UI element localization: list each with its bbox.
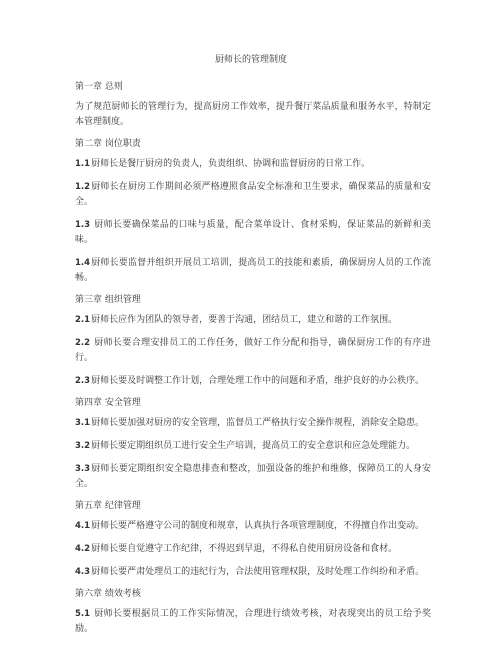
chapter-heading: 第五章 纪律管理	[75, 501, 141, 511]
paragraph	[75, 100, 431, 130]
clause-number: 5.1	[75, 609, 91, 619]
paragraph	[75, 336, 431, 366]
paragraph-text: 厨师长在厨房工作期间必须严格遵照食品安全标准和卫生要求，确保菜品的质量和安全。	[75, 182, 431, 207]
paragraph-text: 厨师长要严格遵守公司的制度和规章，认真执行各项管理制度，不得擅自作出变动。	[91, 521, 425, 531]
paragraph	[75, 157, 431, 172]
clause-number: 1.1	[75, 159, 91, 169]
clause-number: 1.3	[75, 220, 91, 230]
clause-number: 1.4	[75, 258, 91, 268]
paragraph-text: 厨师长应作为团队的领导者，要善于沟通，团结员工，建立和谐的工作氛围。	[91, 315, 398, 325]
document-title: 厨师长的管理制度	[214, 55, 287, 65]
paragraph	[75, 256, 431, 286]
clause-number: 3.2	[75, 441, 91, 451]
paragraph	[75, 519, 431, 534]
paragraph	[75, 542, 431, 557]
chapter-heading: 第二章 岗位职责	[75, 139, 141, 149]
clause-number: 2.1	[75, 315, 91, 325]
paragraph-text: 厨师长要确保菜品的口味与质量，配合菜单设计、食材采购，保证菜品的新鲜和美味。	[75, 220, 431, 245]
paragraph	[75, 416, 431, 431]
clause-number: 1.2	[75, 182, 91, 192]
paragraph-text: 厨师长要合理安排员工的工作任务，做好工作分配和指导，确保厨房工作的有序进行。	[75, 338, 431, 363]
paragraph-text: 厨师长是餐厅厨房的负责人，负责组织、协调和监督厨房的日常工作。	[91, 159, 371, 169]
paragraph	[75, 374, 431, 389]
clause-number: 3.1	[75, 418, 91, 428]
paragraph-text: 厨师长要根据员工的工作实际情况，合理进行绩效考核，对表现突出的员工给予奖励。	[75, 609, 431, 634]
paragraph	[75, 607, 431, 637]
paragraph	[75, 313, 431, 328]
clause-number: 3.3	[75, 464, 91, 474]
paragraph-text: 为了规范厨师长的管理行为，提高厨房工作效率，提升餐厅菜品质量和服务水平，特制定本管理制度。	[75, 102, 431, 127]
paragraph-text: 厨师长要定期组织安全隐患排查和整改，加强设备的维护和维修，保障员工的人身安全。	[75, 464, 431, 489]
paragraph	[75, 180, 431, 210]
paragraph-text: 厨师长要定期组织员工进行安全生产培训，提高员工的安全意识和应急处理能力。	[91, 441, 416, 451]
paragraph-text: 厨师长要自觉遵守工作纪律，不得迟到早退，不得私自使用厨房设备和食材。	[91, 544, 398, 554]
chapter-heading: 第三章 组织管理	[75, 295, 141, 305]
clause-number: 2.2	[75, 338, 91, 348]
chapter-heading: 第一章 总则	[75, 82, 123, 92]
paragraph	[75, 462, 431, 492]
chapter-heading: 第六章 绩效考核	[75, 589, 141, 599]
paragraph	[75, 439, 431, 454]
paragraph-text: 厨师长要严肃处理员工的违纪行为，合法使用管理权限，及时处理工作纠纷和矛盾。	[91, 567, 425, 577]
clause-number: 4.3	[75, 567, 91, 577]
document-body	[75, 81, 431, 645]
paragraph-text: 厨师长要监督并组织开展员工培训，提高员工的技能和素质，确保厨房人员的工作流畅。	[75, 258, 431, 283]
clause-number: 4.2	[75, 544, 91, 554]
chapter-heading: 第四章 安全管理	[75, 398, 141, 408]
paragraph-text: 厨师长要加强对厨房的安全管理，监督员工严格执行安全操作规程，消除安全隐患。	[91, 418, 425, 428]
paragraph	[75, 218, 431, 248]
paragraph-text: 厨师长要及时调整工作计划，合理处理工作中的问题和矛盾，维护良好的办公秩序。	[91, 376, 425, 386]
clause-number: 2.3	[75, 376, 91, 386]
paragraph	[75, 565, 431, 580]
clause-number: 4.1	[75, 521, 91, 531]
